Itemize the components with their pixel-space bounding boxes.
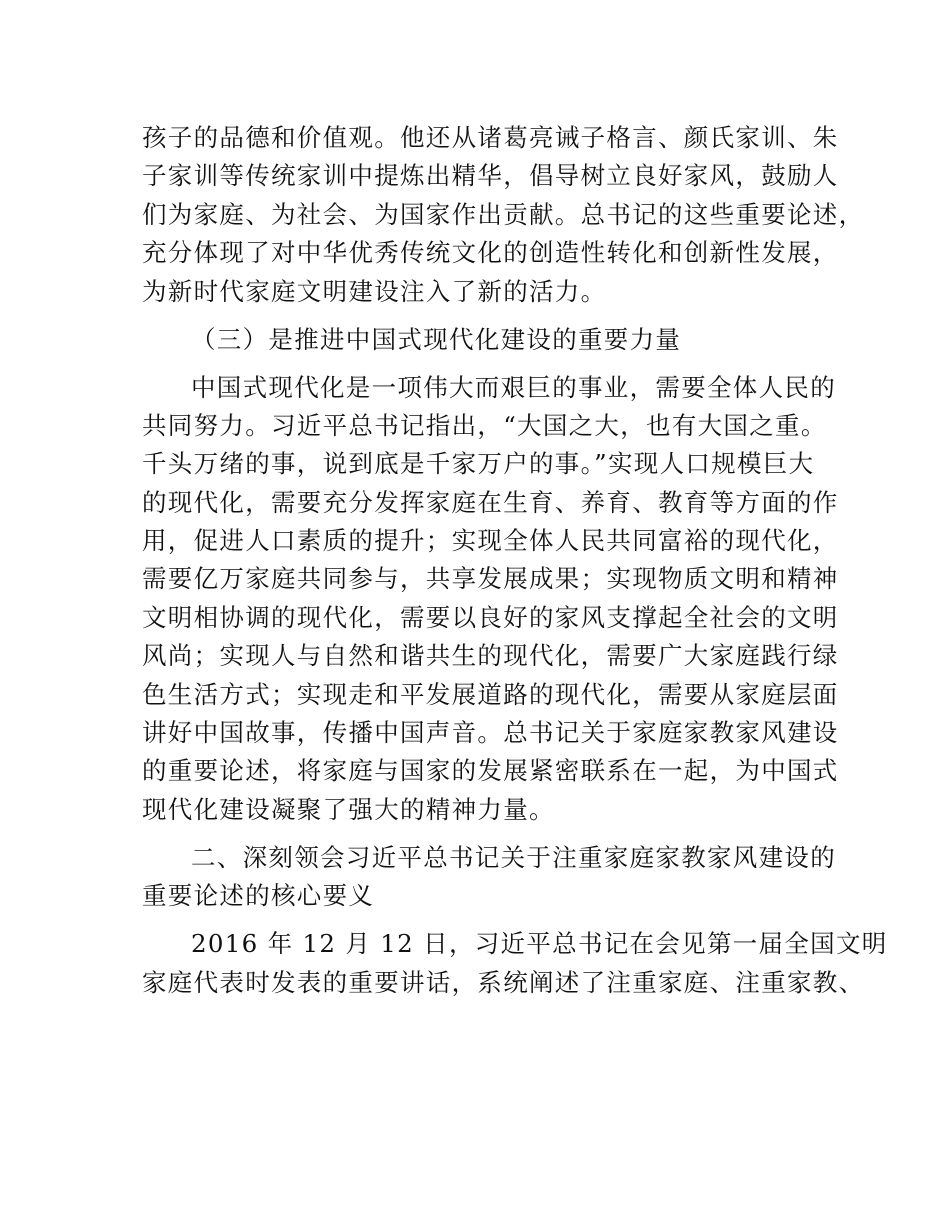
section-heading bbox=[142, 321, 832, 359]
text-line: 现代化建设凝聚了强大的精神力量。 bbox=[142, 794, 555, 824]
text-line: 们为家庭、为社会、为国家作出贡献。总书记的这些重要论述， bbox=[142, 199, 865, 229]
heading-line: （三）是推进中国式现代化建设的重要力量 bbox=[191, 324, 682, 354]
text-line: 文明相协调的现代化，需要以良好的家风支撑起全社会的文明 bbox=[142, 602, 839, 632]
paragraph-gap bbox=[142, 311, 832, 321]
text-line: 孩子的品德和价值观。他还从诸葛亮诫子格言、颜氏家训、朱 bbox=[142, 123, 839, 152]
text-line: 用，促进人口素质的提升；实现全体人民共同富裕的现代化， bbox=[142, 526, 839, 556]
text-line: 的现代化，需要充分发挥家庭在生育、养育、教育等方面的作 bbox=[142, 487, 839, 517]
text-line: 讲好中国故事，传播中国声音。总书记关于家庭家教家风建设 bbox=[142, 718, 839, 748]
text-line: 共同努力。习近平总书记指出，“大国之大，也有大国之重。 bbox=[142, 410, 827, 440]
paragraph bbox=[142, 369, 839, 830]
text-line: 2016 年 12 月 12 日，习近平总书记在会见第一届全国文明 bbox=[191, 929, 888, 959]
text-line: 中国式现代化是一项伟大而艰巨的事业，需要全体人民的 bbox=[191, 372, 836, 402]
paragraph-gap bbox=[142, 359, 832, 369]
document-body bbox=[142, 119, 888, 1002]
section-heading bbox=[142, 839, 836, 916]
text-line: 家庭代表时发表的重要讲话，系统阐述了注重家庭、注重家教、 bbox=[142, 967, 865, 997]
heading-line: 二、深刻领会习近平总书记关于注重家庭家教家风建设的 bbox=[191, 842, 836, 872]
text-line: 需要亿万家庭共同参与，共享发展成果；实现物质文明和精神 bbox=[142, 564, 839, 594]
paragraph-gap bbox=[142, 916, 832, 926]
text-line: 子家训等传统家训中提炼出精华，倡导树立良好家风，鼓励人 bbox=[142, 161, 839, 191]
text-line: 色生活方式；实现走和平发展道路的现代化，需要从家庭层面 bbox=[142, 679, 839, 709]
paragraph-gap bbox=[142, 829, 832, 839]
text-line: 为新时代家庭文明建设注入了新的活力。 bbox=[142, 276, 607, 306]
text-line: 的重要论述，将家庭与国家的发展紧密联系在一起，为中国式 bbox=[142, 756, 839, 786]
paragraph bbox=[142, 925, 888, 1002]
paragraph bbox=[142, 119, 865, 311]
text-line: 风尚；实现人与自然和谐共生的现代化，需要广大家庭践行绿 bbox=[142, 641, 839, 671]
heading-line: 重要论述的核心要义 bbox=[142, 881, 375, 911]
text-line: 充分体现了对中华优秀传统文化的创造性转化和创新性发展， bbox=[142, 238, 839, 268]
text-line: 千头万绪的事，说到底是千家万户的事。”实现人口规模巨大 bbox=[142, 449, 815, 479]
